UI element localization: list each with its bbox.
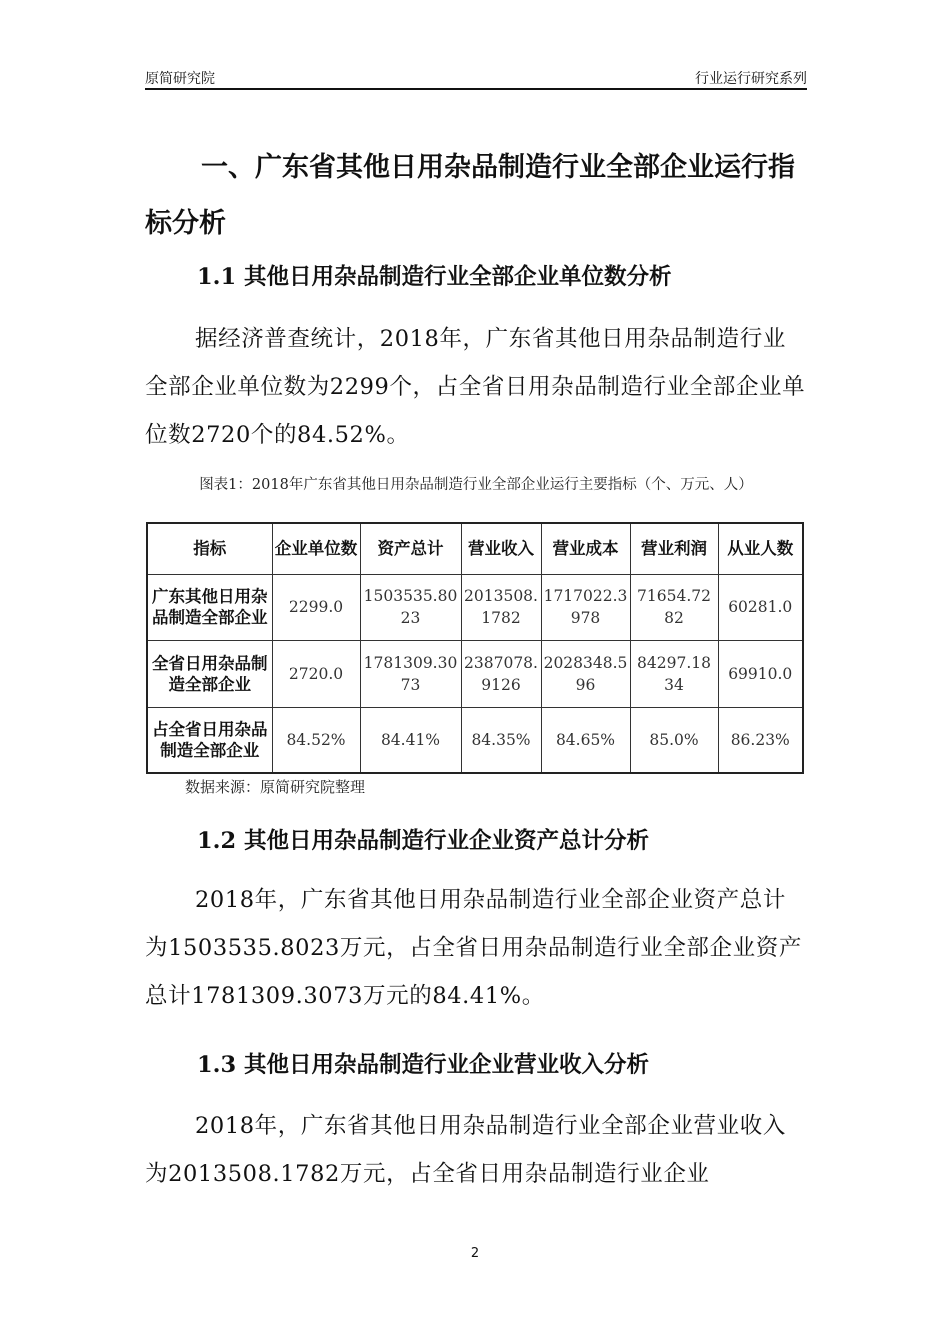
subsection-title-1-2: 1.2 其他日用杂品制造行业企业资产总计分析 <box>197 828 649 854</box>
table-header-row <box>147 523 803 574</box>
table-cell: 2387078.9126 <box>461 640 541 707</box>
table-cell: 84297.1834 <box>630 640 718 707</box>
header-divider <box>145 88 807 90</box>
table-cell: 71654.7282 <box>630 574 718 640</box>
table-cell: 69910.0 <box>718 640 803 707</box>
paragraph-total-assets: 2018年，广东省其他日用杂品制造行业全部企业资产总计为1503535.8023万元，占全省日用杂品制造行业全部企业资产总计1781309.3073万元的84.41%。 <box>145 887 802 1009</box>
table-header-cell: 营业利润 <box>630 523 718 574</box>
subsection-title-1-1: 1.1 其他日用杂品制造行业全部企业单位数分析 <box>197 264 672 290</box>
table-cell: 84.65% <box>541 707 630 773</box>
page-header <box>145 68 807 90</box>
table-caption: 图表1：2018年广东省其他日用杂品制造行业全部企业运行主要指标（个、万元、人） <box>199 477 753 493</box>
table-cell: 1717022.3978 <box>541 574 630 640</box>
table-cell: 84.41% <box>360 707 461 773</box>
table-cell: 2028348.596 <box>541 640 630 707</box>
row-label: 全省日用杂品制造全部企业 <box>147 640 272 707</box>
table-cell: 84.52% <box>272 707 360 773</box>
table-cell: 86.23% <box>718 707 803 773</box>
table-header-cell: 企业单位数 <box>272 523 360 574</box>
table-header-cell: 指标 <box>147 523 272 574</box>
table-cell: 2299.0 <box>272 574 360 640</box>
header-series-name: 行业运行研究系列 <box>695 71 807 87</box>
table-header-cell: 从业人数 <box>718 523 803 574</box>
table-cell: 2013508.1782 <box>461 574 541 640</box>
paragraph-operating-revenue: 2018年，广东省其他日用杂品制造行业全部企业营业收入为2013508.1782万元，占全省日用杂品制造行业企业 <box>145 1113 786 1187</box>
paragraph-unit-count: 据经济普查统计，2018年，广东省其他日用杂品制造行业全部企业单位数为2299个，占全省日用杂品制造行业全部企业单位数2720个的84.52%。 <box>145 326 806 448</box>
table-row <box>147 707 803 773</box>
table-row <box>147 574 803 640</box>
table-header-cell: 营业收入 <box>461 523 541 574</box>
table-cell: 2720.0 <box>272 640 360 707</box>
table-cell: 1503535.8023 <box>360 574 461 640</box>
subsection-title-1-3: 1.3 其他日用杂品制造行业企业营业收入分析 <box>197 1052 649 1078</box>
table-header-cell: 营业成本 <box>541 523 630 574</box>
table-cell: 1781309.3073 <box>360 640 461 707</box>
row-label: 广东其他日用杂品制造全部企业 <box>147 574 272 640</box>
header-org-name: 原简研究院 <box>145 71 215 87</box>
indicator-table <box>146 522 804 774</box>
table-cell: 85.0% <box>630 707 718 773</box>
table-cell: 60281.0 <box>718 574 803 640</box>
section-title: 一、广东省其他日用杂品制造行业全部企业运行指标分析 <box>145 152 795 239</box>
row-label: 占全省日用杂品制造全部企业 <box>147 707 272 773</box>
page-number: 2 <box>470 1246 480 1261</box>
table-source-note: 数据来源：原简研究院整理 <box>185 778 366 796</box>
table-cell: 84.35% <box>461 707 541 773</box>
table-row <box>147 640 803 707</box>
table-header-cell: 资产总计 <box>360 523 461 574</box>
